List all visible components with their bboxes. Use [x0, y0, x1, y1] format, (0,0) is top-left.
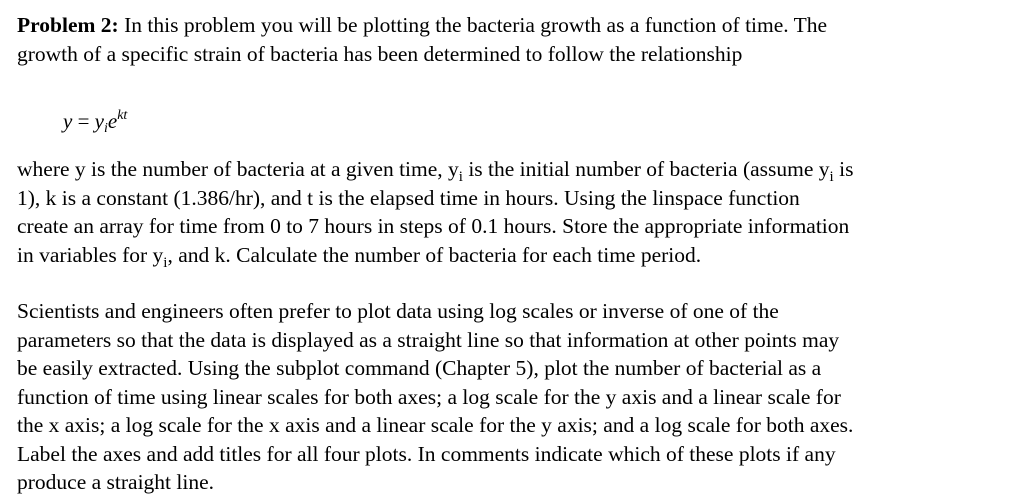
subscript-i: i	[458, 169, 463, 185]
growth-equation	[63, 107, 127, 139]
variables-line-1-part-b: is the initial number of bacteria (assume y	[462, 157, 830, 181]
instructions-line: be easily extracted. Using the subplot command (Chapter 5), plot the number of bacterial as a	[17, 356, 822, 380]
instructions-line: function of time using linear scales for both axes; a log scale for the y axis and a linear scale for	[17, 384, 841, 409]
variables-line-2: 1), k is a constant (1.386/hr), and t is the elapsed time in hours. Using the linspace function	[17, 185, 800, 210]
variables-paragraph	[17, 155, 853, 269]
instructions-line: Scientists and engineers often prefer to plot data using log scales or inverse of one of the	[17, 299, 779, 323]
equation-exponent: kt	[117, 108, 128, 123]
problem-intro	[17, 11, 827, 68]
variables-line-1-part-a: where y is the number of bacteria at a given time, y	[17, 157, 459, 181]
subscript-i: i	[829, 169, 834, 185]
variables-line-3: create an array for time from 0 to 7 hours in steps of 0.1 hours. Store the appropriate information	[17, 214, 850, 238]
variables-line-4-part-b: , and k. Calculate the number of bacteria for each time period.	[167, 242, 702, 267]
subscript-i: i	[163, 254, 168, 271]
plotting-instructions-paragraph	[17, 297, 853, 497]
equation-base-subscript: i	[104, 121, 108, 136]
instructions-line: parameters so that the data is displayed as a straight line so that information at other points may	[17, 327, 840, 352]
equation-lhs: y	[63, 109, 73, 133]
equation-equals: =	[72, 109, 95, 133]
equation-e: e	[107, 109, 118, 133]
variables-line-1-part-c: is	[833, 157, 854, 181]
intro-line-2: growth of a specific strain of bacteria has been determined to follow the relationship	[17, 41, 743, 66]
instructions-line: Label the axes and add titles for all four plots. In comments indicate which of these plots if any	[17, 441, 836, 466]
variables-line-1	[17, 155, 853, 184]
intro-line-1	[17, 11, 827, 40]
instructions-line: the x axis; a log scale for the x axis and a linear scale for the y axis; and a log scale for both axes.	[17, 413, 854, 437]
intro-line-1-text: In this problem you will be plotting the bacteria growth as a function of time. The	[118, 13, 828, 37]
variables-line-4-part-a: in variables for y	[17, 242, 164, 267]
problem-heading: Problem 2:	[17, 13, 119, 37]
variables-line-4	[17, 241, 853, 270]
equation-base: y	[94, 109, 104, 133]
instructions-line: produce a straight line.	[17, 470, 215, 494]
